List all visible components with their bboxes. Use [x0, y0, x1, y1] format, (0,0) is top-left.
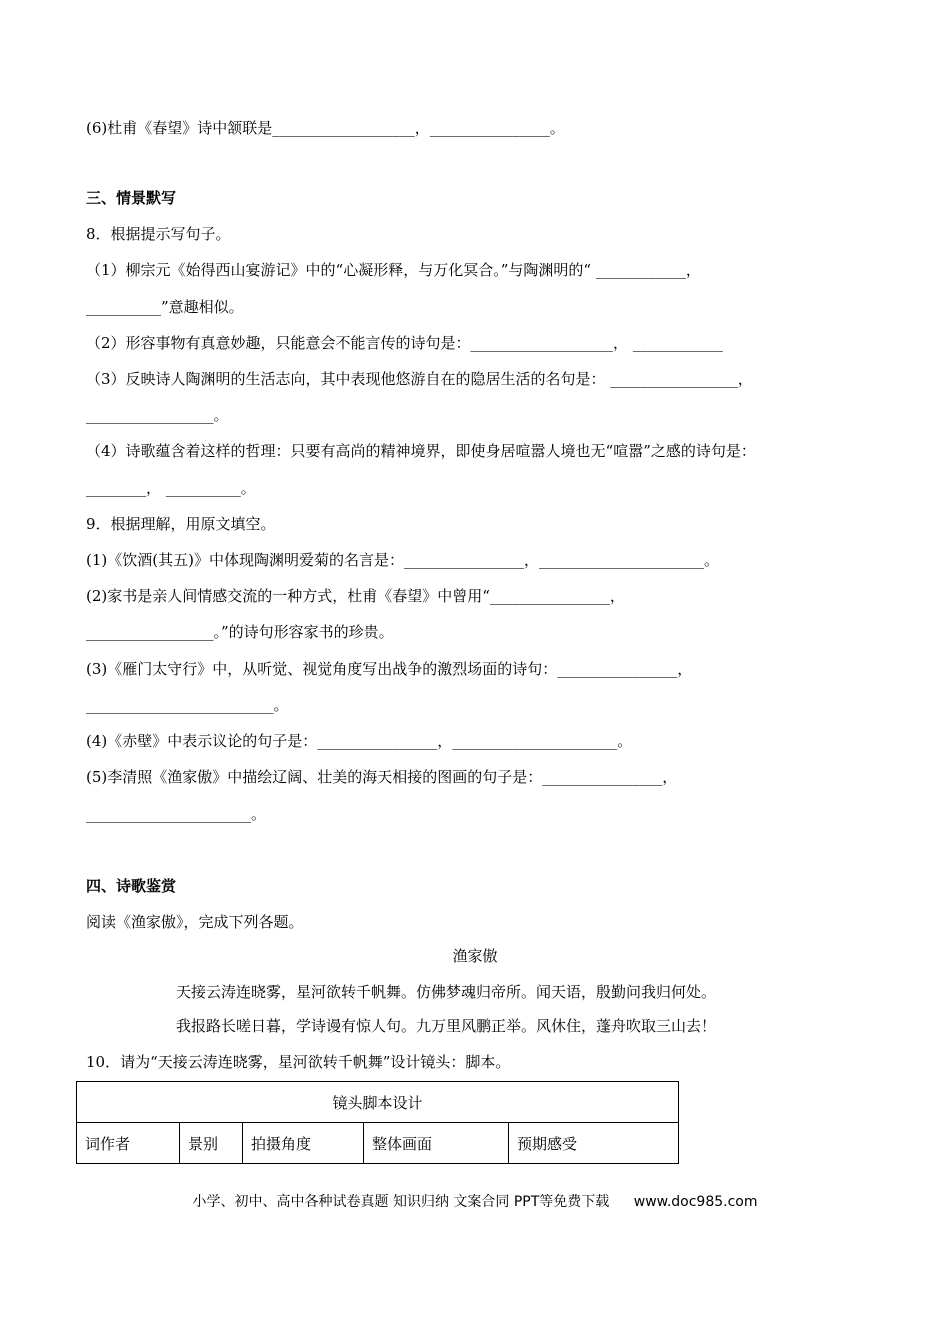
- header-scene: 整体画面: [364, 1123, 509, 1164]
- header-author: 词作者: [77, 1123, 180, 1164]
- footer-url[interactable]: www.doc985.com: [633, 1194, 758, 1210]
- header-feeling: 预期感受: [509, 1123, 679, 1164]
- question-8-2: （2）形容事物有真意妙趣，只能意会不能言传的诗句是：___________________， ____________: [86, 334, 723, 352]
- question-9: 9．根据理解，用原文填空。: [86, 515, 276, 533]
- header-angle: 拍摄角度: [243, 1123, 364, 1164]
- question-8-4-line-b: ________， __________。: [86, 479, 256, 497]
- question-7-6: (6)杜甫《春望》诗中颔联是___________________，________________。: [86, 119, 565, 137]
- question-8-3-line-a: （3）反映诗人陶渊明的生活志向，其中表现他悠游自在的隐居生活的名句是： _________________，: [86, 370, 753, 388]
- question-8-4-line-a: （4）诗歌蕴含着这样的哲理：只要有高尚的精神境界，即使身居喧嚣人境也无“喧嚣”之感的诗句是：: [86, 442, 756, 460]
- reading-instruction: 阅读《渔家傲》，完成下列各题。: [86, 913, 304, 931]
- header-shot-size: 景别: [180, 1123, 243, 1164]
- question-9-5-line-a: (5)李清照《渔家傲》中描绘辽阔、壮美的海天相接的图画的句子是：________________，: [86, 768, 678, 786]
- poem-title: 渔家傲: [452, 947, 498, 965]
- question-8-1-line-b: __________”意趣相似。: [86, 298, 244, 316]
- question-9-4: (4)《赤壁》中表示议论的句子是：________________，______________________。: [86, 732, 633, 750]
- question-9-3-line-b: _________________________。: [86, 696, 289, 714]
- poem-line-1: 天接云涛连晓雾，星河欲转千帆舞。仿佛梦魂归帝所。闻天语，殷勤问我归何处。: [176, 983, 717, 1001]
- section-3-heading: 三、情景默写: [86, 189, 177, 207]
- question-9-2-line-b: _________________。”的诗句形容家书的珍贵。: [86, 623, 394, 641]
- question-8: 8．根据提示写句子。: [86, 225, 231, 243]
- question-10: 10．请为“天接云涛连晓雾，星河欲转千帆舞”设计镜头：脚本。: [86, 1053, 511, 1071]
- question-9-2-line-a: (2)家书是亲人间情感交流的一种方式，杜甫《春望》中曾用“________________，: [86, 587, 625, 605]
- question-8-3-line-b: _________________。: [86, 406, 229, 424]
- question-8-1-line-a: （1）柳宗元《始得西山宴游记》中的“心凝形释，与万化冥合。”与陶渊明的“ ____________，: [86, 261, 701, 279]
- shot-script-table: [76, 1081, 679, 1164]
- poem-line-2: 我报路长嗟日暮，学诗谩有惊人句。九万里风鹏正举。风休住，蓬舟吹取三山去！: [176, 1017, 717, 1035]
- section-4-heading: 四、诗歌鉴赏: [86, 877, 177, 895]
- footer-text: 小学、初中、高中各种试卷真题 知识归纳 文案合同 PPT等免费下载: [192, 1194, 610, 1210]
- question-9-3-line-a: (3)《雁门太守行》中，从听觉、视觉角度写出战争的激烈场面的诗句：________________，: [86, 660, 693, 678]
- question-9-5-line-b: ______________________。: [86, 805, 267, 823]
- table-header-row: [77, 1123, 679, 1164]
- question-9-1: (1)《饮酒(其五)》中体现陶渊明爱菊的名言是：________________，______________________。: [86, 551, 719, 569]
- table-title: 镜头脚本设计: [77, 1082, 679, 1123]
- footer: [0, 1191, 950, 1211]
